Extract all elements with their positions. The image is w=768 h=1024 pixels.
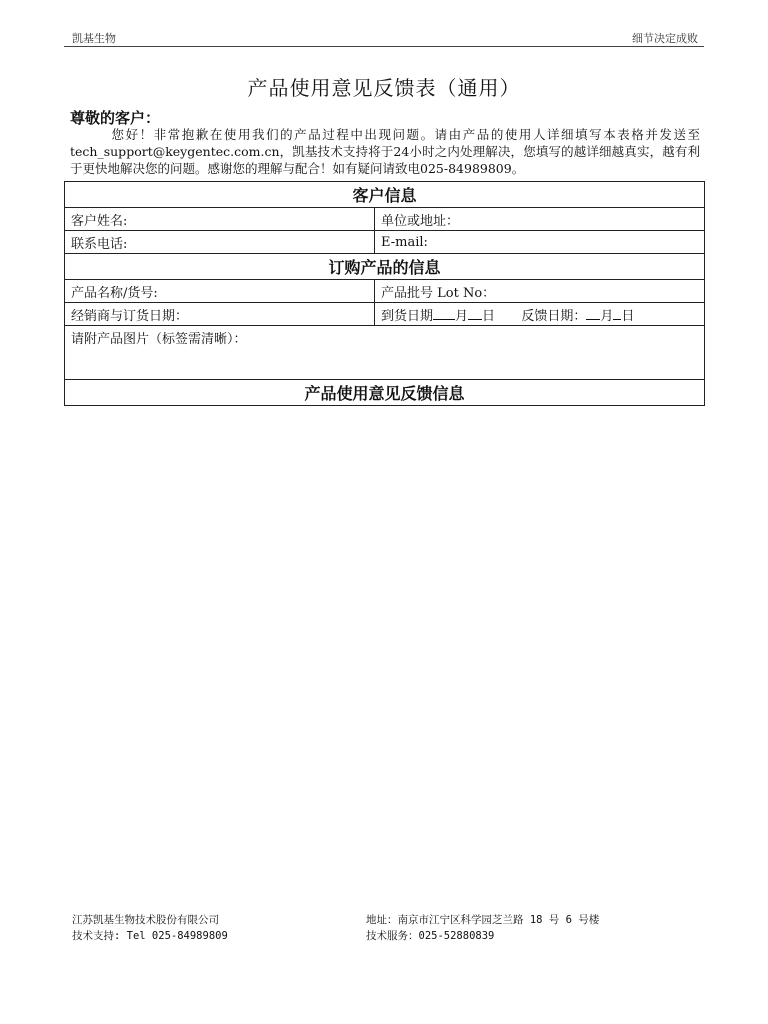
- field-attach-photo[interactable]: 请附产品图片（标签需清晰）：: [65, 326, 705, 380]
- field-email[interactable]: E-mail:: [375, 231, 705, 254]
- section-customer-info: 客户信息: [65, 182, 705, 208]
- footer-left: [72, 912, 228, 944]
- intro-paragraph: [70, 126, 700, 177]
- arrival-date-label: 到货日期: [381, 308, 434, 324]
- field-phone[interactable]: 联系电话:: [65, 231, 375, 254]
- section-order-info: 订购产品的信息: [65, 254, 705, 280]
- feedback-date-label: 反馈日期：: [521, 308, 587, 324]
- section-feedback-info: 产品使用意见反馈信息: [65, 380, 705, 406]
- greeting: 尊敬的客户：: [70, 109, 161, 127]
- header-company: 凯基生物: [72, 32, 116, 45]
- field-lot-no[interactable]: 产品批号 Lot No：: [375, 280, 705, 303]
- footer-company: 江苏凯基生物技术股份有限公司: [72, 914, 219, 926]
- page-title: 产品使用意见反馈表（通用）: [247, 76, 521, 100]
- intro-text: 您好！非常抱歉在使用我们的产品过程中出现问题。请由产品的使用人详细填写本表格并发送至tech_support@keygentec.com.cn，凯基技术支持将于24小时之内处理解决，您填写的越详细越真实，越有利于更快地解决您的问题。感谢您的理解与配合！如有疑问请致电025-84989809。: [70, 127, 700, 176]
- arrival-month-blank[interactable]: [433, 307, 455, 320]
- arrival-day-label: 日: [482, 308, 496, 324]
- footer-tech-service: 技术服务：025-52880839: [366, 930, 495, 942]
- arrival-day-blank[interactable]: [468, 307, 482, 320]
- arrival-month-label: 月: [455, 308, 469, 324]
- field-company-address[interactable]: 单位或地址：: [375, 208, 705, 231]
- footer-address: 地址：南京市江宁区科学园芝兰路 18 号 6 号楼: [366, 914, 600, 926]
- feedback-form-table: [64, 181, 705, 406]
- field-dealer-date[interactable]: 经销商与订货日期：: [65, 303, 375, 326]
- header-slogan: 细节决定成败: [632, 32, 698, 45]
- footer-right: [366, 912, 599, 944]
- feedback-month-label: 月: [600, 308, 614, 324]
- feedback-day-label: 日: [621, 308, 635, 324]
- footer-tech-support: 技术支持: Tel 025-84989809: [72, 930, 228, 942]
- field-dates[interactable]: [375, 303, 705, 326]
- feedback-month-blank[interactable]: [586, 307, 600, 320]
- field-customer-name[interactable]: 客户姓名:: [65, 208, 375, 231]
- header-divider: [64, 46, 704, 47]
- field-product-name[interactable]: 产品名称/货号:: [65, 280, 375, 303]
